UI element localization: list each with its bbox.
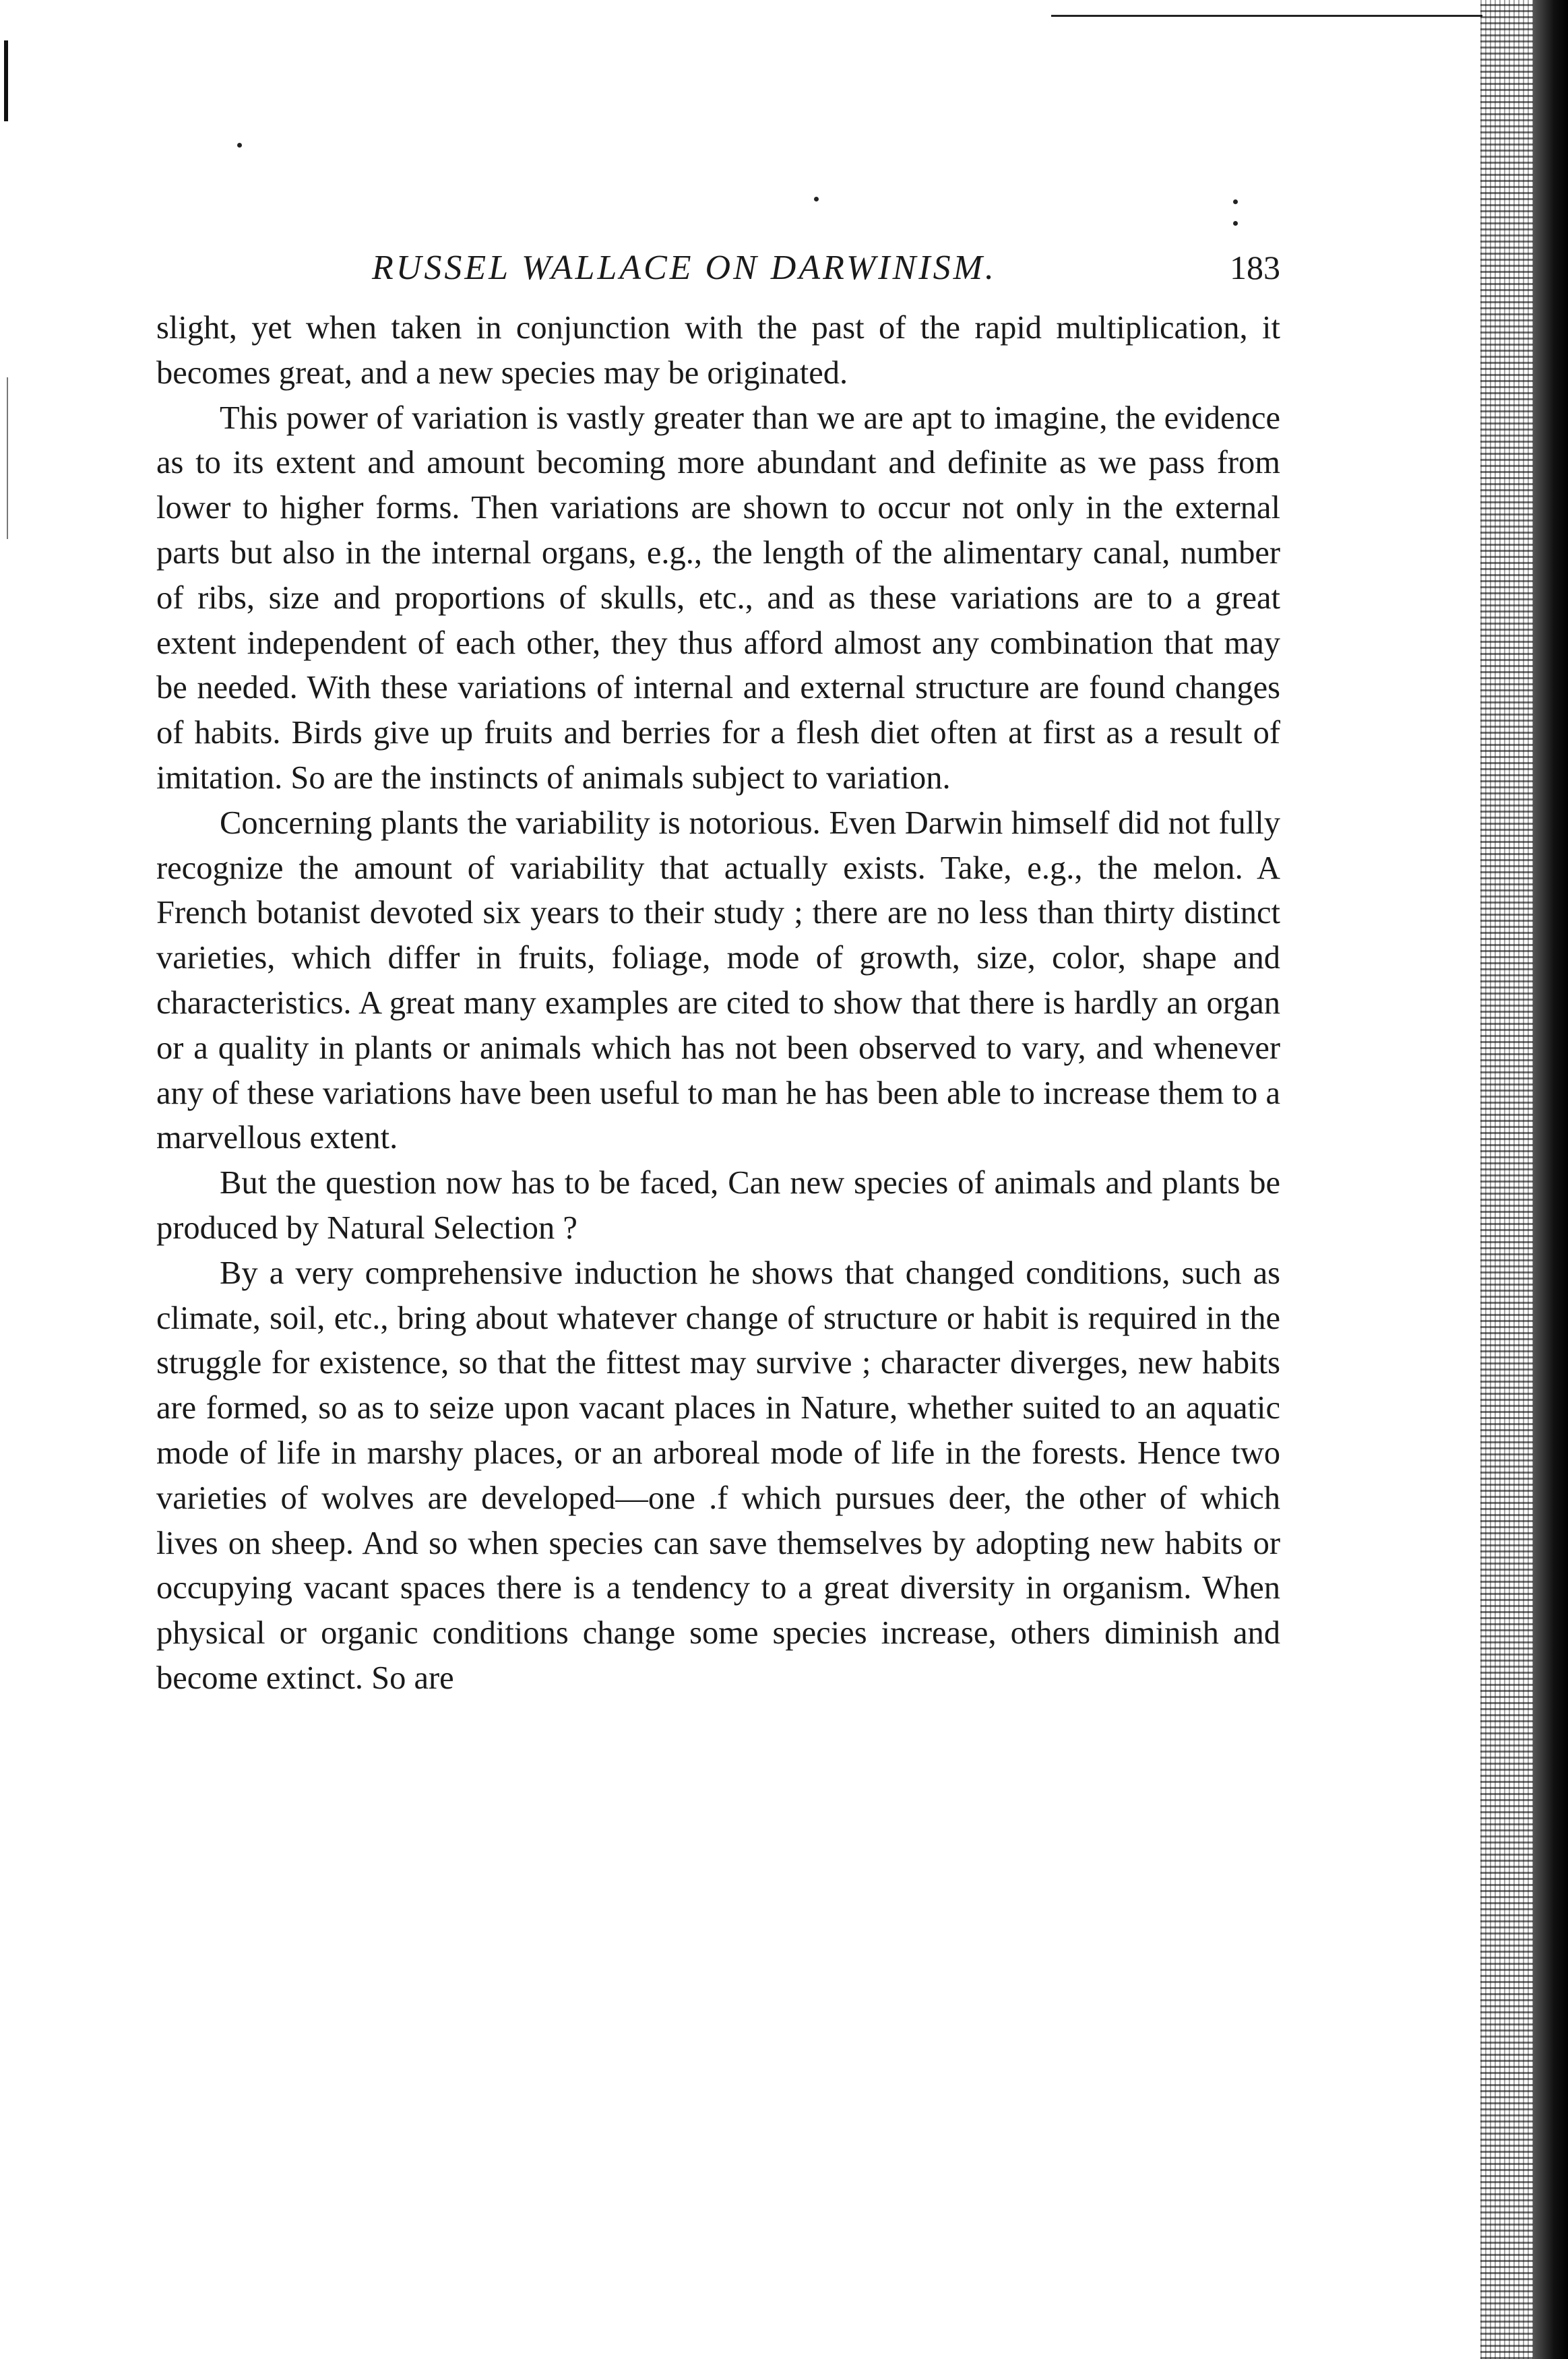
body-text (156, 306, 1280, 1701)
paragraph: By a very comprehensive induction he shows that changed conditions, such as climate, soil, etc., bring about whatever change of structure or habit is required in the struggle for existence, so that the fittest may survive ; character diverges, new habits are formed, so as to seize upon vacant places in Nature, whether suited to an aquatic mode of life in marshy places, or an arboreal mode of life in the forests. Hence two varieties of wolves are developed—one .f which pursues deer, the other of which lives on sheep. And so when species can save themselves by adopting new habits or occupying vacant spaces there is a tendency to a great diversity in organism. When physical or organic conditions change some species increase, others diminish and become extinct. So are (156, 1255, 1280, 1696)
page-number: 183 (1230, 249, 1280, 286)
scan-edge-mark (4, 40, 8, 121)
book-page (156, 236, 1280, 1701)
scan-top-rule (1051, 15, 1482, 17)
paragraph: Concerning plants the variability is notorious. Even Darwin himself did not fully recognize the amount of variability that actually exists. Take, e.g., the melon. A French botanist devoted six years to their study ; there are no less than thirty distinct varieties, which differ in fruits, foliage, mode of growth, size, color, shape and characteristics. A great many examples are cited to show that there is hardly an organ or a quality in plants or animals which has not been observed to vary, and whenever any of these variations have been useful to man he has been able to increase them to a marvellous extent. (156, 805, 1280, 1156)
scan-speck (1233, 221, 1238, 226)
running-head (156, 236, 1280, 296)
paragraph: But the question now has to be faced, Can new species of animals and plants be produced by Natural Selection ? (156, 1165, 1280, 1246)
scan-speck (237, 143, 242, 148)
scan-speck (1233, 199, 1238, 204)
running-title: RUSSEL WALLACE ON DARWINISM. (372, 249, 997, 287)
scan-edge-mark (7, 377, 8, 539)
paragraph: This power of variation is vastly greater than we are apt to imagine, the evidence as to its extent and amount becoming more abundant and definite as we pass from lower to higher forms. Then variations are shown to occur not only in the external parts but also in the internal organs, e.g., the length of the alimentary canal, number of ribs, size and proportions of skulls, etc., and as these variations are to a great extent independent of each other, they thus afford almost any combination that may be needed. With these variations of internal and external structure are found changes of habits. Birds give up fruits and berries for a flesh diet often at first as a result of imitation. So are the instincts of animals subject to variation. (156, 400, 1280, 796)
scan-speck (814, 197, 819, 201)
scan-page-edge-shadow (1533, 0, 1568, 2359)
paragraph: slight, yet when taken in conjunction with the past of the rapid multiplication, it becomes great, and a new species may be originated. (156, 310, 1280, 391)
